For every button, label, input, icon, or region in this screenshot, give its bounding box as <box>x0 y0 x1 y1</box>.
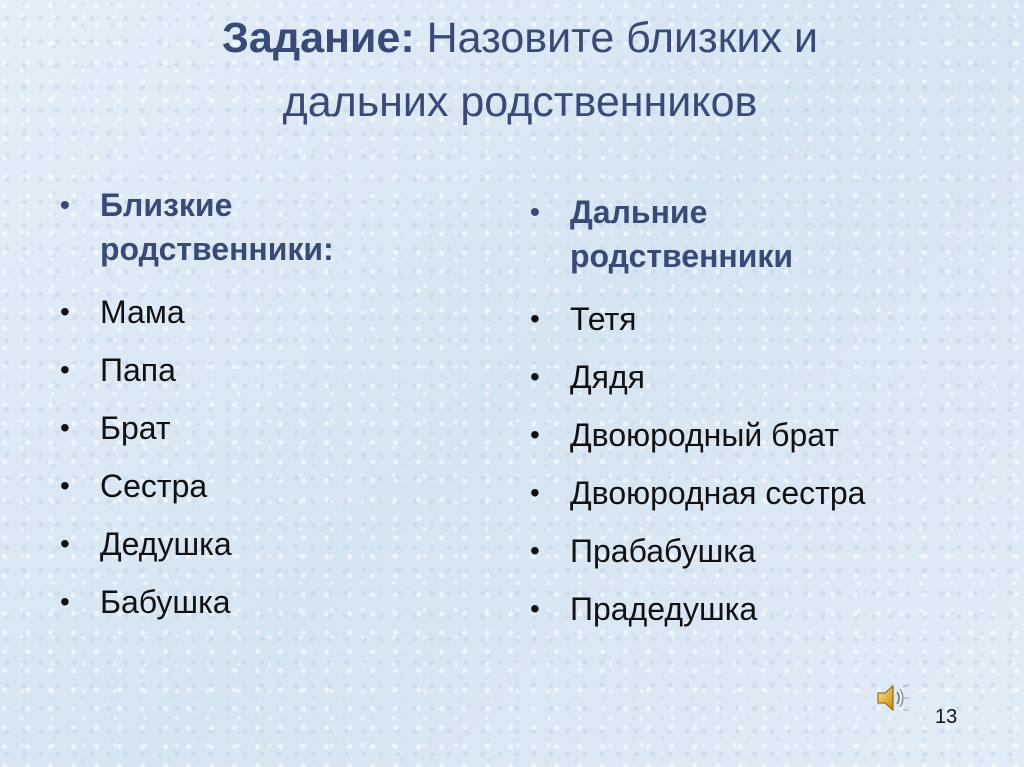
distant-relatives-heading <box>530 190 1000 278</box>
list-item <box>60 399 480 457</box>
list-item-text: Мама <box>100 294 185 330</box>
heading-line2: родственники: <box>100 231 334 267</box>
list-item <box>530 580 1000 638</box>
speaker-icon[interactable] <box>876 683 910 713</box>
list-item-text: Двоюродный брат <box>570 417 839 453</box>
bullet: • <box>530 419 540 450</box>
list-item-text: Дедушка <box>100 526 232 562</box>
list-item <box>60 515 480 573</box>
bullet: • <box>530 361 540 392</box>
bullet: • <box>530 303 540 334</box>
list-item-text: Тетя <box>570 301 637 337</box>
heading-text <box>570 190 793 278</box>
title-text-line1: Назовите близких и <box>414 14 819 62</box>
heading-line1: Дальние <box>570 194 708 230</box>
list-item <box>530 522 1000 580</box>
list-item-text: Брат <box>100 410 171 446</box>
page-number: 13 <box>935 706 958 728</box>
bullet: • <box>530 535 540 566</box>
bullet: • <box>60 586 70 617</box>
list-item <box>60 457 480 515</box>
heading-line1: Близкие <box>100 187 233 223</box>
slide-title <box>120 6 920 134</box>
bullet: • <box>60 189 70 220</box>
bullet: • <box>60 470 70 501</box>
list-item-text: Бабушка <box>100 584 231 620</box>
list-item <box>530 290 1000 348</box>
bullet: • <box>60 296 70 327</box>
list-item-text: Папа <box>100 352 176 388</box>
list-item-text: Прадедушка <box>570 591 758 627</box>
title-label: Задание: <box>221 14 415 62</box>
list-item-text: Прабабушка <box>570 533 756 569</box>
list-item <box>530 406 1000 464</box>
list-item-text: Сестра <box>100 468 208 504</box>
bullet: • <box>60 354 70 385</box>
list-item-text: Дядя <box>570 359 645 395</box>
bullet: • <box>530 593 540 624</box>
close-relatives-list <box>60 183 480 631</box>
distant-relatives-list <box>530 190 1000 638</box>
speaker-icon-graphic <box>876 683 910 713</box>
list-item <box>60 341 480 399</box>
list-item <box>60 573 480 631</box>
bullet: • <box>530 196 540 227</box>
heading-text <box>100 183 334 271</box>
title-text-line2: дальних родственников <box>282 78 758 126</box>
bullet: • <box>530 477 540 508</box>
bullet: • <box>60 412 70 443</box>
list-item <box>530 348 1000 406</box>
close-relatives-heading <box>60 183 480 271</box>
list-item-text: Двоюродная сестра <box>570 475 866 511</box>
bullet: • <box>60 528 70 559</box>
list-item <box>530 464 1000 522</box>
heading-line2: родственники <box>570 238 794 274</box>
list-item <box>60 283 480 341</box>
